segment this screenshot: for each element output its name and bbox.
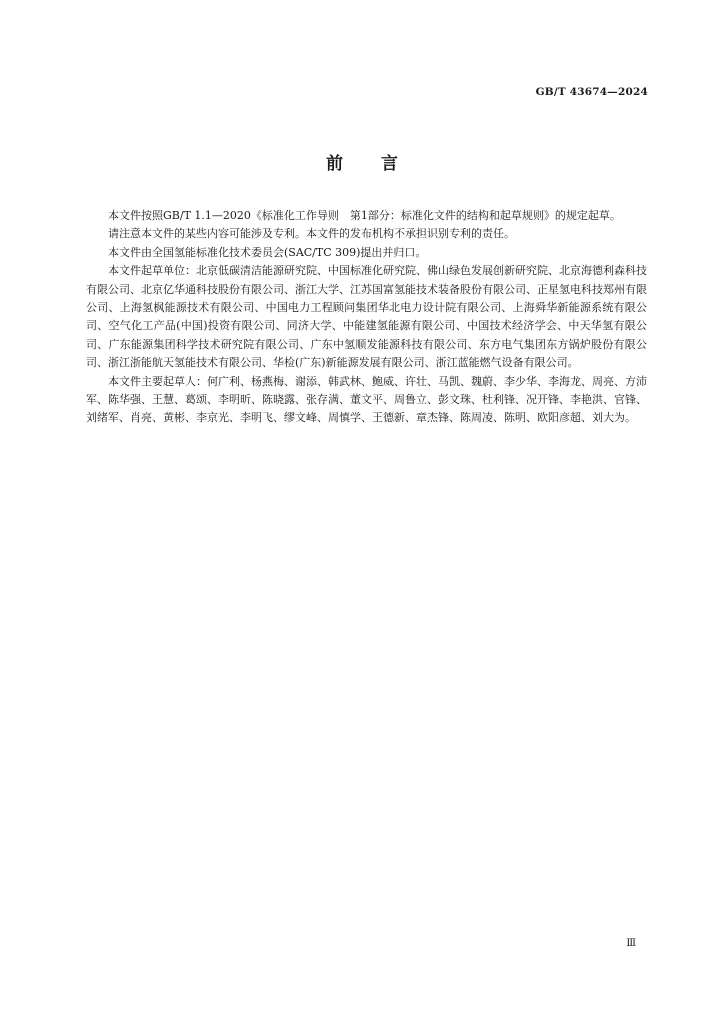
standard-number: GB/T 43674—2024: [535, 86, 648, 98]
paragraph-patent-notice: 请注意本文件的某些内容可能涉及专利。本文件的发布机构不承担识别专利的责任。: [108, 227, 515, 241]
page-number: Ⅲ: [626, 938, 636, 949]
paragraph-drafters: 本文件主要起草人：何广利、杨燕梅、谢添、韩武林、鲍威、许壮、马凯、魏蔚、李少华、李海龙、周亮、方沛军、陈华强、王慧、葛颂、李明昕、陈晓露、张存满、董文平、周鲁立、彭文珠、杜利锋、况开锋、李艳洪、官锋、刘绪军、肖亮、黄彬、李京光、李明飞、缪文峰、周慎学、王德新、章杰锋、陈周凌、陈明、欧阳彦超、刘大为。: [86, 374, 647, 425]
page-title: 前言: [326, 154, 436, 174]
document-body: [86, 207, 647, 428]
paragraph-drafting-rules: 本文件按照GB/T 1.1—2020《标准化工作导则 第1部分：标准化文件的结构和起草规则》的规定起草。: [108, 209, 621, 222]
paragraph-drafting-units: 本文件起草单位：北京低碳清洁能源研究院、中国标准化研究院、佛山绿色发展创新研究院、北京海德利森科技有限公司、北京亿华通科技股份有限公司、浙江大学、江苏国富氢能技术装备股份有限公司、正星氢电科技郑州有限公司、上海氢枫能源技术有限公司、中国电力工程顾问集团华北电力设计院有限公司、上海舜华新能源系统有限公司、空气化工产品(中国)投资有限公司、同济大学、中能建氢能源有限公司、中国技术经济学会、中天华氢有限公司、广东能源集团科学技术研究院有限公司、广东中氢顺发能源科技有限公司、东方电气集团东方锅炉股份有限公司、浙江浙能航天氢能技术有限公司、华检(广东)新能源发展有限公司、浙江蓝能燃气设备有限公司。: [86, 264, 647, 370]
paragraph-committee: 本文件由全国氢能标准化技术委员会(SAC/TC 309)提出并归口。: [108, 245, 427, 259]
